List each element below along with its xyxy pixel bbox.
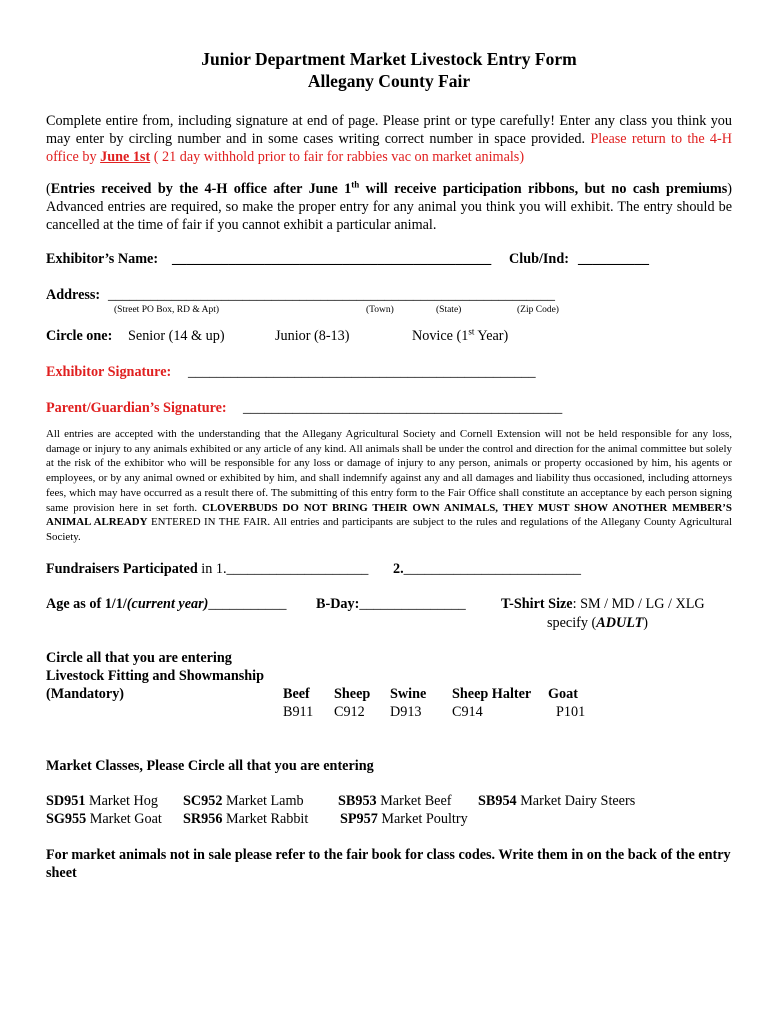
market-goat-code: SG955: [46, 810, 87, 827]
address-field[interactable]: _______________________________________________________________: [108, 287, 555, 303]
entry-form: [46, 48, 732, 882]
address-street-label: (Street PO Box, RD & Apt): [114, 305, 220, 315]
exhibitor-name-row: [46, 250, 732, 268]
age-label: Age as of 1/1/: [46, 595, 127, 612]
showmanship-label: Livestock Fitting and Showmanship: [46, 667, 264, 684]
address-label: Address:: [46, 287, 101, 303]
junior-option[interactable]: Junior (8-13): [275, 328, 350, 344]
late-notice-paragraph: [46, 180, 732, 234]
address-town-label: (Town): [366, 305, 394, 315]
market-goat[interactable]: [46, 810, 162, 828]
specify-text: specify (: [547, 614, 597, 631]
parent-signature-label: Parent/Guardian’s Signature:: [46, 400, 227, 416]
address-state-label: (State): [436, 305, 462, 315]
fundraisers-row: [46, 560, 732, 578]
market-lamb-code: SC952: [183, 792, 223, 809]
late-notice-text: Advanced entries are required, so make the proper entry for any animal you think you will exhibit. The entry should be cancelled at the time of fair if you cannot exhibit a particular animal.: [46, 199, 732, 233]
market-row-2: [46, 810, 732, 828]
bday-label: B-Day:: [316, 595, 360, 612]
late-bold-after: will receive participation ribbons, but no cash premiums: [365, 181, 728, 197]
code-c912[interactable]: C912: [334, 703, 365, 720]
market-heading: Market Classes, Please Circle all that you are entering: [46, 757, 374, 774]
market-row-1: [46, 792, 732, 810]
age-group: [46, 595, 286, 613]
exhibitor-name-label: Exhibitor’s Name:: [46, 251, 159, 267]
fundraiser-1-field[interactable]: ____________________: [226, 560, 369, 577]
market-poultry-name: Market Poultry: [377, 810, 468, 827]
showmanship-names-row: [46, 685, 732, 703]
fundraisers-label-group: [46, 560, 368, 578]
fundraiser-1-number: 1.: [215, 560, 227, 577]
showmanship-sheep: Sheep: [334, 685, 371, 702]
code-p101[interactable]: P101: [556, 703, 586, 720]
late-close-paren: ): [727, 181, 732, 197]
address-row: [46, 286, 732, 304]
code-d913[interactable]: D913: [390, 703, 422, 720]
senior-option[interactable]: Senior (14 & up): [128, 328, 225, 344]
market-rabbit-name: Market Rabbit: [222, 810, 309, 827]
showmanship-line-2: [46, 667, 732, 685]
code-b911[interactable]: B911: [283, 703, 314, 720]
market-hog-code: SD951: [46, 792, 86, 809]
exhibitor-signature-field[interactable]: _________________________________________________: [188, 364, 536, 380]
bday-group: [316, 595, 466, 613]
novice-option[interactable]: [412, 327, 508, 345]
market-dairy-steers-name: Market Dairy Steers: [516, 792, 636, 809]
club-label: Club/Ind:: [509, 251, 569, 267]
tshirt-sizes[interactable]: : SM / MD / LG / XLG: [572, 595, 705, 612]
exhibitor-signature-row: [46, 363, 732, 381]
market-rabbit[interactable]: [183, 810, 308, 828]
adult-label: ADULT: [596, 614, 644, 631]
market-poultry[interactable]: [340, 810, 468, 828]
age-row: [46, 595, 732, 613]
market-beef-code: SB953: [338, 792, 377, 809]
showmanship-sheep-halter: Sheep Halter: [452, 685, 532, 702]
market-rabbit-code: SR956: [183, 810, 223, 827]
form-title: Junior Department Market Livestock Entry Form: [201, 49, 577, 69]
mandatory-label: (Mandatory): [46, 685, 125, 702]
cloverbuds-notice: CLOVERBUDS DO NOT BRING THEIR OWN ANIMALS, THEY MUST SHOW ANOTHER MEMBER’S ANIMAL ALREADY: [46, 501, 732, 529]
fundraisers-in: in: [201, 560, 213, 577]
tshirt-specify-row: [46, 614, 732, 632]
parent-signature-row: [46, 399, 732, 417]
showmanship-line-1: [46, 649, 732, 667]
address-sublabels: [46, 304, 732, 317]
showmanship-beef: Beef: [283, 685, 310, 702]
address-zip-label: (Zip Code): [517, 305, 559, 315]
club-field[interactable]: __________: [578, 251, 649, 267]
age-current-year: (current year): [126, 595, 209, 612]
novice-text: Novice (1: [412, 328, 469, 344]
age-group-row: [46, 327, 732, 345]
circle-all-label: Circle all that you are entering: [46, 649, 232, 666]
market-hog-name: Market Hog: [85, 792, 158, 809]
intro-deadline: June 1st: [100, 149, 151, 165]
late-sup: th: [351, 179, 360, 190]
late-bold-text: Entries received by the 4-H office after June 1: [50, 181, 352, 197]
liability-disclaimer: [46, 427, 732, 545]
disclaimer-text: All entries are accepted with the understanding that the Allegany Agricultural Society and Cornell Extension will not be held responsible for any loss, damage or injury to any animals exhibited or any article of any kind. All animals shall be under the control and direction for the animal committee but solely at the risk of the exhibitor who will be responsible for any loss or damage of injury to any person, animals or property occasioned by him, his agents or employees, or by any animal owned or exhibited by him, and shall indemnify against any and all damages and liability thus occasioned, including attorneys fees, which may have occurred as a result there of. The submitting of this entry form to the Fair Office shall constitute an acceptance by each person signing same provision here in set forth.: [46, 428, 732, 514]
exhibitor-signature-label: Exhibitor Signature:: [46, 364, 172, 380]
specify-close: ): [643, 614, 649, 631]
market-hog[interactable]: [46, 792, 158, 810]
market-dairy-steers-code: SB954: [478, 792, 517, 809]
intro-withhold-note: ( 21 day withhold prior to fair for rabbies vac on market animals): [153, 149, 525, 165]
code-c914[interactable]: C914: [452, 703, 483, 720]
tshirt-specify: [547, 614, 648, 632]
intro-return-text: Please return to the 4-H office by: [46, 131, 733, 165]
market-dairy-steers[interactable]: [478, 792, 635, 810]
intro-text: Complete entire from, including signature at end of page. Please print or type carefully! Enter any class you think you may enter by circling number and in some cases writing correct number in space provided.: [46, 113, 732, 147]
novice-year: Year): [474, 328, 509, 344]
market-lamb[interactable]: [183, 792, 304, 810]
exhibitor-name-field[interactable]: _____________________________________________: [172, 251, 492, 267]
market-beef[interactable]: [338, 792, 452, 810]
market-goat-name: Market Goat: [86, 810, 162, 827]
parent-signature-field[interactable]: _____________________________________________: [243, 400, 563, 416]
fundraiser-2-number: 2.: [393, 560, 404, 577]
showmanship-swine: Swine: [390, 685, 427, 702]
fundraiser-2-field[interactable]: _________________________: [403, 560, 581, 577]
late-open-paren: (: [46, 181, 51, 197]
market-heading-row: [46, 757, 732, 775]
fundraisers-label: Fundraisers Participated: [46, 560, 198, 577]
intro-paragraph: [46, 112, 732, 166]
tshirt-group: [501, 595, 705, 613]
tshirt-label: T-Shirt Size: [501, 595, 573, 612]
showmanship-codes-row: [46, 703, 732, 721]
novice-sup: st: [468, 326, 475, 337]
market-lamb-name: Market Lamb: [222, 792, 304, 809]
circle-one-label: Circle one:: [46, 328, 113, 344]
age-field[interactable]: ___________: [208, 595, 287, 612]
showmanship-goat: Goat: [548, 685, 578, 702]
market-beef-name: Market Beef: [376, 792, 452, 809]
form-subtitle: Allegany County Fair: [307, 71, 471, 91]
disclaimer-rules: ENTERED IN THE FAIR. All entries and participants are subject to the rules and regulations of the Allegany County Agricultural Society.: [46, 516, 732, 543]
market-poultry-code: SP957: [340, 810, 378, 827]
fundraiser-2-group: [393, 560, 581, 578]
footer-note: For market animals not in sale please refer to the fair book for class codes. Write them in on the back of the entry sheet: [46, 846, 731, 881]
bday-field[interactable]: _______________: [359, 595, 466, 612]
